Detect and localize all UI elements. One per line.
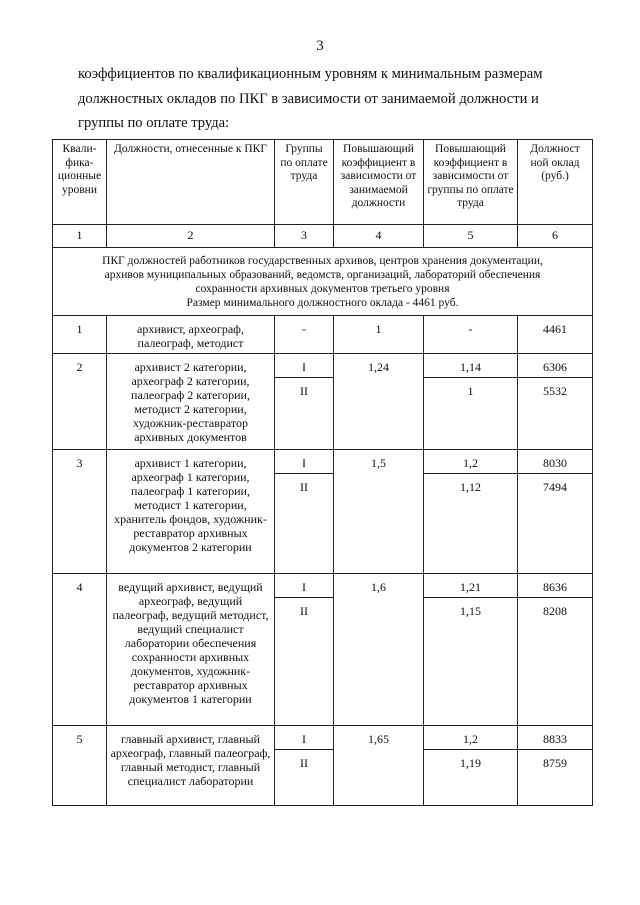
position-cell: главный архивист, главный археограф, главный палеограф, главный методист, главный специалист лаборатории — [107, 726, 275, 806]
salary-cell: 7494 — [518, 474, 593, 574]
coef-position-cell: 1,24 — [334, 354, 424, 450]
coef-position-cell: 1,6 — [334, 574, 424, 726]
salary-cell: 8833 — [518, 726, 593, 750]
coef-group-cell: 1 — [424, 378, 518, 450]
salary-cell: 6306 — [518, 354, 593, 378]
table-row — [53, 574, 593, 598]
salary-cell: 8208 — [518, 598, 593, 726]
section-line: сохранности архивных документов третьего уровня — [195, 283, 450, 295]
group-cell: II — [275, 474, 334, 574]
salary-cell: 5532 — [518, 378, 593, 450]
salary-cell: 8759 — [518, 750, 593, 806]
level-cell: 4 — [53, 574, 107, 726]
level-cell: 1 — [53, 316, 107, 354]
column-number: 3 — [275, 225, 334, 248]
group-cell: I — [275, 354, 334, 378]
table-row — [53, 316, 593, 354]
intro-line: должностных окладов по ПКГ в зависимости от занимаемой должности и — [78, 90, 539, 107]
header-coef-position: Повышающий коэффициент в зависимости от занимаемой должности — [334, 140, 424, 225]
group-cell: I — [275, 726, 334, 750]
group-cell: II — [275, 598, 334, 726]
section-header — [53, 248, 593, 316]
group-cell: I — [275, 450, 334, 474]
column-number-row — [53, 225, 593, 248]
group-cell: - — [275, 316, 334, 354]
section-header-row — [53, 248, 593, 316]
intro-line: группы по оплате труда: — [78, 115, 230, 131]
column-number: 5 — [424, 225, 518, 248]
table-row — [53, 450, 593, 474]
level-cell: 2 — [53, 354, 107, 450]
coef-group-cell: 1,2 — [424, 450, 518, 474]
level-cell: 3 — [53, 450, 107, 574]
coef-group-cell: 1,2 — [424, 726, 518, 750]
column-number: 2 — [107, 225, 275, 248]
coef-group-cell: 1,14 — [424, 354, 518, 378]
header-coef-group: Повышающий коэффициент в зависимости от группы по оплате труда — [424, 140, 518, 225]
position-cell: ведущий архивист, ведущий археограф, ведущий палеограф, ведущий методист, ведущий специалист лаборатории обеспечения сохранности архивных документов, художник-реставратор архивных документов 1 категории — [107, 574, 275, 726]
column-number: 1 — [53, 225, 107, 248]
group-cell: II — [275, 378, 334, 450]
header-row — [53, 140, 593, 225]
section-line: ПКГ должностей работников государственных архивов, центров хранения документации, — [102, 255, 543, 267]
group-cell: I — [275, 574, 334, 598]
coef-group-cell: 1,21 — [424, 574, 518, 598]
section-line: архивов муниципальных образований, ведомств, организаций, лабораторий обеспечения — [104, 269, 541, 281]
group-cell: II — [275, 750, 334, 806]
position-cell: архивист 1 категории, археограф 1 категории, палеограф 1 категории, методист 1 категории, хранитель фондов, художник-реставратор архивных документов 2 категории — [107, 450, 275, 574]
section-line: Размер минимального должностного оклада - 4461 руб. — [186, 297, 459, 309]
column-number: 6 — [518, 225, 593, 248]
salary-cell: 8030 — [518, 450, 593, 474]
coef-position-cell: 1 — [334, 316, 424, 354]
salary-cell: 4461 — [518, 316, 593, 354]
page-number: 3 — [316, 38, 324, 54]
coef-group-cell: - — [424, 316, 518, 354]
salary-table — [52, 139, 593, 806]
salary-cell: 8636 — [518, 574, 593, 598]
intro-line: коэффициентов по квалификационным уровням к минимальным размерам — [78, 66, 543, 82]
header-group: Группы по оплате труда — [275, 140, 334, 225]
position-cell: архивист, археограф, палеограф, методист — [107, 316, 275, 354]
coef-group-cell: 1,19 — [424, 750, 518, 806]
table-row — [53, 354, 593, 378]
coef-group-cell: 1,12 — [424, 474, 518, 574]
table-row — [53, 726, 593, 750]
coef-position-cell: 1,65 — [334, 726, 424, 806]
level-cell: 5 — [53, 726, 107, 806]
header-position: Должности, отнесенные к ПКГ — [107, 140, 275, 225]
column-number: 4 — [334, 225, 424, 248]
intro-paragraph — [78, 62, 578, 136]
header-salary: Должност ной оклад (руб.) — [518, 140, 593, 225]
coef-group-cell: 1,15 — [424, 598, 518, 726]
position-cell: архивист 2 категории, археограф 2 категории, палеограф 2 категории, методист 2 категории, художник-реставратор архивных документов — [107, 354, 275, 450]
header-level: Квали-фика-ционные уровни — [53, 140, 107, 225]
coef-position-cell: 1,5 — [334, 450, 424, 574]
